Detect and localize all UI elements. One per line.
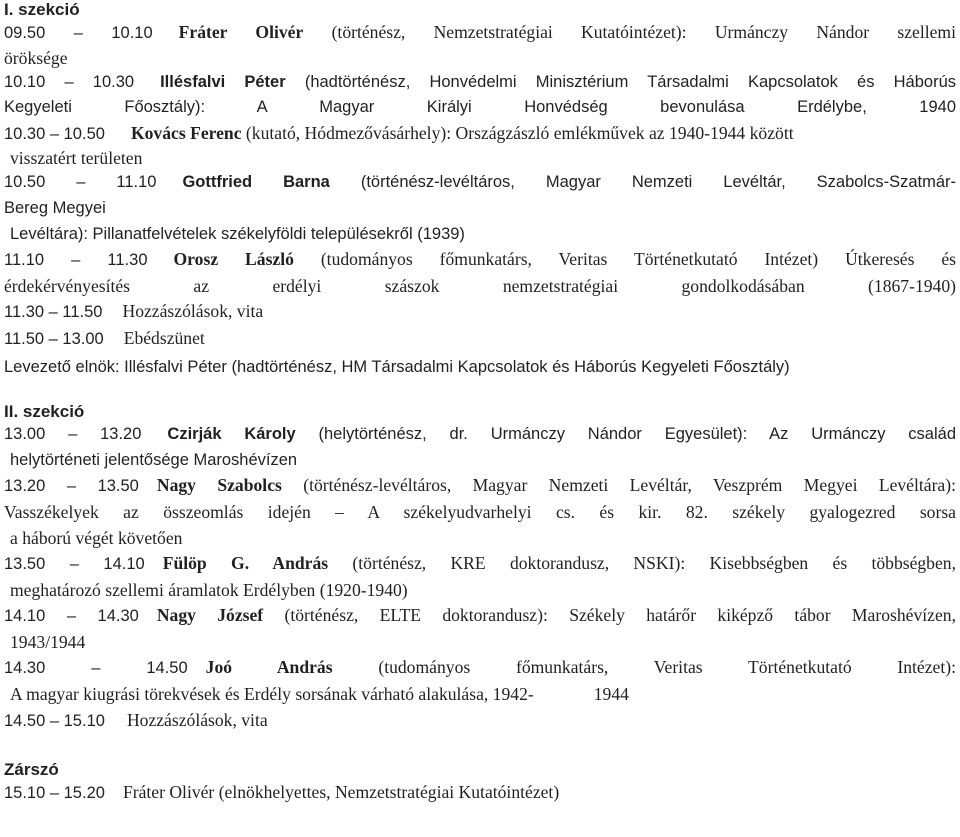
program-item-11 (4, 603, 956, 630)
item-desc: (történész-levéltáros, Magyar Nemzeti Levéltár, Szabolcs-Szatmár- (329, 173, 957, 192)
section-2-title: II. szekció (4, 402, 85, 422)
program-item-10-cont: meghatározó szellemi áramlatok Erdélyben (1920-1940) (10, 579, 408, 600)
item-desc: (történész, ELTE doktorandusz): Székely határőr kiképző tábor Maroshévízen, (263, 605, 956, 626)
program-item-3 (4, 121, 956, 148)
program-item-2-cont: Kegyeleti Főosztály): A Magyar Királyi Honvédség bevonulása Erdélybe, 1940 (4, 98, 956, 117)
item-text: Hozzászólások, vita (122, 301, 264, 322)
program-item-13 (4, 708, 956, 735)
speaker-name: Joó András (205, 657, 333, 678)
item-desc: (történész-levéltáros, Magyar Nemzeti Levéltár, Veszprém Megyei Levéltára): (281, 475, 956, 496)
item-desc: A magyar kiugrási törekvések és Erdély sorsának várható alakulása, 1942- (10, 684, 534, 705)
item-text: Fráter Olivér (elnökhelyettes, Nemzetstratégiai Kutatóintézet) (122, 782, 560, 803)
program-item-8 (4, 422, 956, 448)
section-1-chair: Levezető elnök: Illésfalvi Péter (hadtörténész, HM Társadalmi Kapcsolatok és Háborús Kegyeleti Főosztály) (4, 357, 790, 376)
speaker-name: Nagy Szabolcs (156, 475, 282, 496)
item-time: 15.10 – 15.20 (4, 784, 105, 803)
program-item-4-cont2: Levéltára): Pillanatfelvételek székelyföldi településekről (1939) (10, 224, 465, 243)
program-item-7 (4, 326, 956, 353)
program-item-3-cont: visszatért területen (10, 148, 143, 169)
program-item-10 (4, 551, 956, 578)
item-desc-year: 1944 (593, 684, 629, 705)
item-time: 09.50 – 10.10 (4, 24, 153, 42)
item-time: 13.20 – 13.50 (4, 477, 139, 496)
item-desc: (helytörténész, dr. Urmánczy Nándor Egyesület): Az Urmánczy család (295, 425, 956, 444)
item-time: 10.30 – 10.50 (4, 124, 105, 143)
item-time: 11.50 – 13.00 (4, 329, 104, 348)
program-item-5-cont: érdekérvényesítés az erdélyi szászok nemzetstratégiai gondolkodásában (1867-1940) (4, 275, 956, 296)
program-item-1 (4, 20, 956, 47)
section-1-title: I. szekció (4, 0, 80, 19)
program-item-5 (4, 247, 956, 274)
section-1-items (4, 20, 956, 380)
program-item-12 (4, 655, 956, 682)
program-item-2 (4, 69, 956, 96)
item-desc: (kutató, Hódmezővásárhely): Országzászló emlékművek az 1940-1944 között (241, 122, 794, 143)
program-item-9 (4, 473, 956, 500)
speaker-name: Fülöp G. András (162, 553, 329, 574)
speaker-name: Orosz László (173, 249, 294, 270)
closing-item (4, 780, 956, 807)
item-desc: (tudományos főmunkatárs, Veritas Történetkutató Intézet): (332, 657, 956, 678)
speaker-name: Fráter Olivér (178, 22, 304, 42)
item-time: 11.30 – 11.50 (4, 303, 103, 322)
speaker-name: Kovács Ferenc (130, 122, 242, 143)
item-time: 14.30 – 14.50 (4, 659, 188, 678)
speaker-name: Illésfalvi Péter (160, 72, 286, 91)
item-time: 10.10 – 10.30 (4, 72, 135, 91)
item-desc: (történész, Nemzetstratégiai Kutatóintézet): Urmánczy Nándor szellemi (303, 22, 956, 42)
item-time: 13.00 – 13.20 (4, 425, 142, 444)
speaker-name: Czirják Károly (167, 425, 296, 444)
speaker-name: Nagy József (156, 605, 264, 626)
item-time: 11.10 – 11.30 (4, 251, 148, 270)
item-time: 14.10 – 14.30 (4, 607, 139, 626)
item-desc: (tudományos főmunkatárs, Veritas Történetkutató Intézet) Útkeresés és (293, 249, 957, 270)
program-item-9-cont: Vasszékelyek az összeomlás idején – A székelyudvarhelyi cs. és kir. 82. székely gyalogezred sorsa (4, 501, 956, 522)
item-time: 13.50 – 14.10 (4, 555, 145, 574)
item-desc: (történész, KRE doktorandusz, NSKI): Kisebbségben és többségben, (328, 553, 956, 574)
program-item-8-cont: helytörténeti jelentősége Maroshévízen (10, 450, 298, 469)
item-time: 10.50 – 11.10 (4, 173, 157, 192)
program-item-4-cont: Bereg Megyei (4, 198, 106, 217)
item-text: Hozzászólások, vita (126, 709, 268, 730)
program-item-12-cont (4, 682, 956, 708)
closing-title: Zárszó (4, 760, 59, 780)
program-item-1-cont: öröksége (4, 47, 68, 68)
program-item-6 (4, 299, 956, 326)
program-item-9-cont2: a háború végét követően (10, 527, 183, 548)
item-time: 14.50 – 15.10 (4, 711, 105, 730)
item-desc: (hadtörténész, Honvédelmi Minisztérium Társadalmi Kapcsolatok és Háborús (285, 72, 956, 91)
section-2-items (4, 422, 956, 734)
item-text: Ebédszünet (123, 327, 205, 348)
program-item-4 (4, 169, 956, 196)
speaker-name: Gottfried Barna (182, 173, 330, 192)
program-item-11-cont: 1943/1944 (10, 631, 86, 652)
